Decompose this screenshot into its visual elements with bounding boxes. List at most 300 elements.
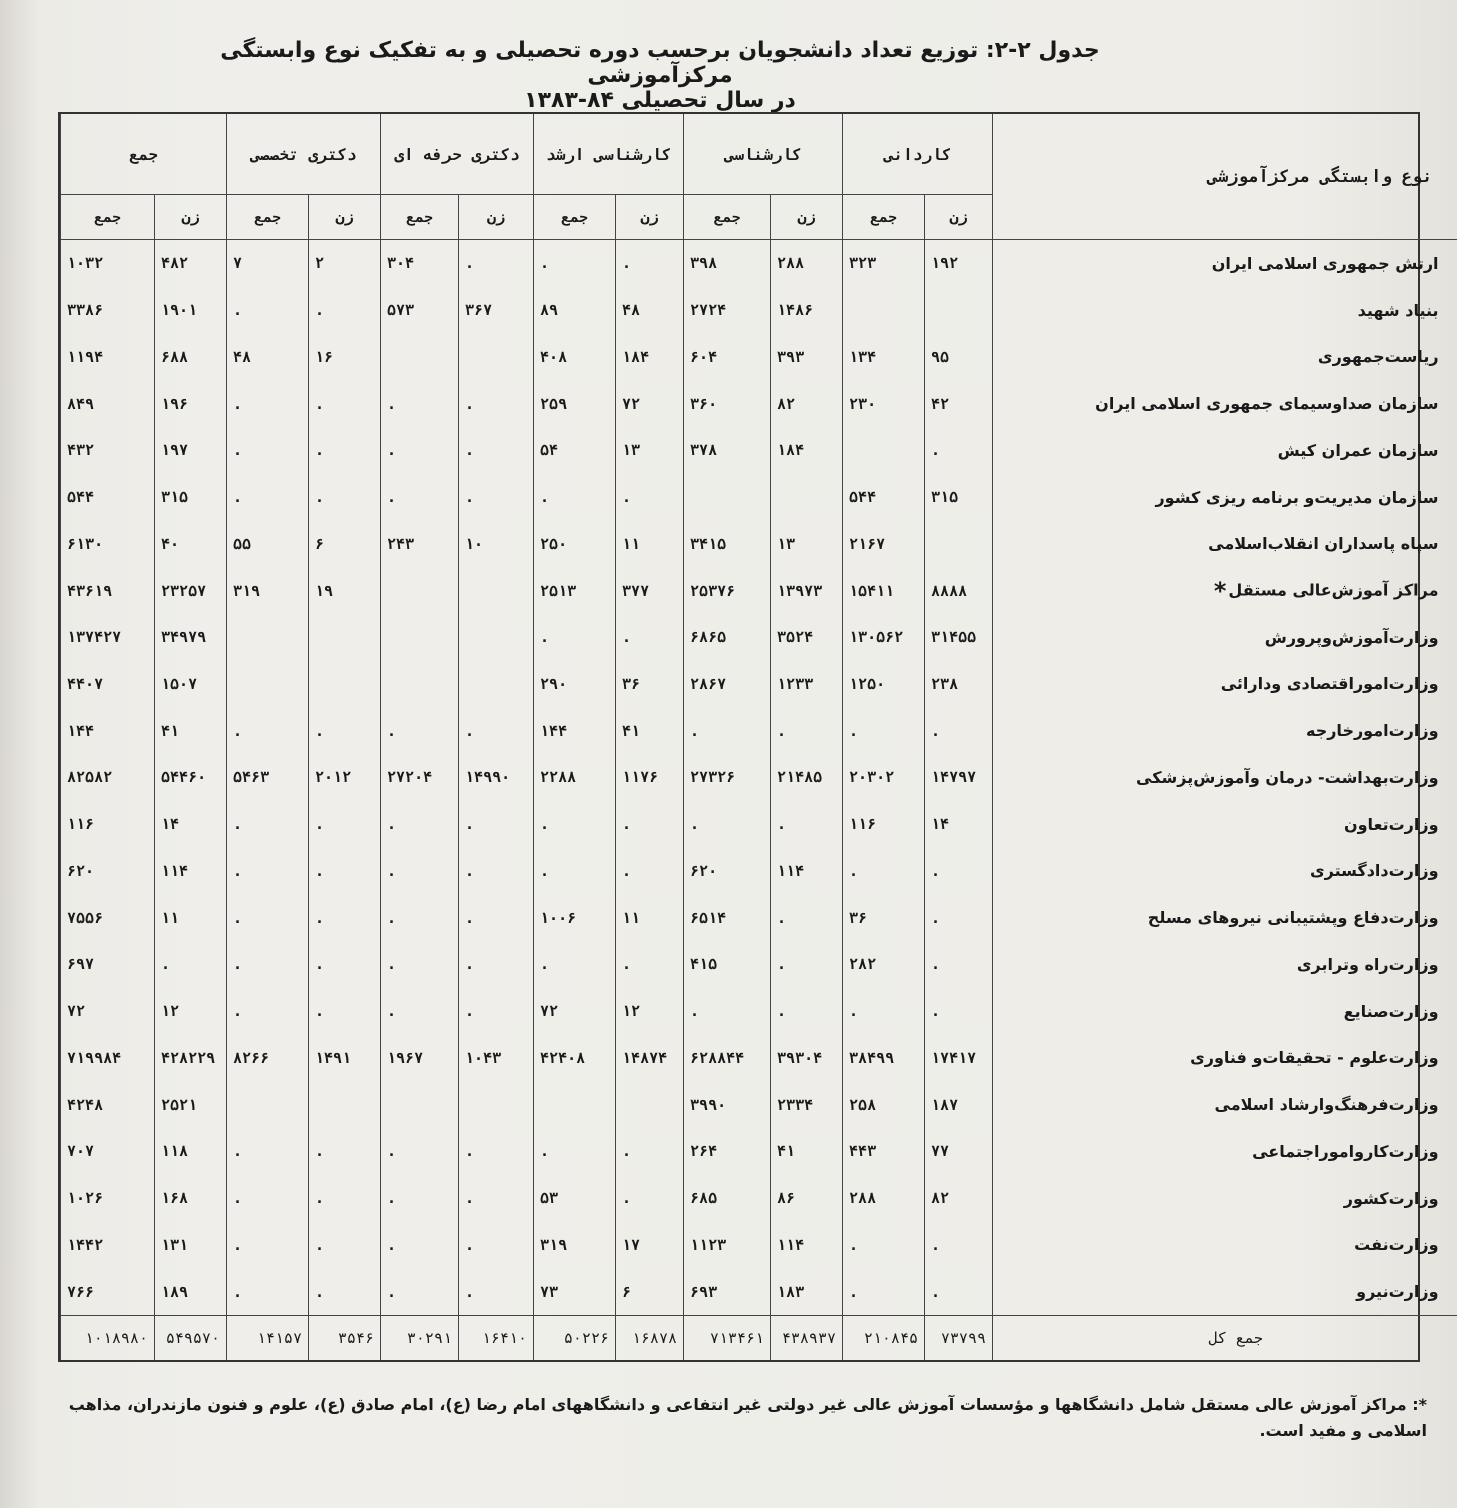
table-cell: . [309,287,381,334]
table-cell: ۴۲۴۰۸ [534,1034,616,1081]
table-cell: ۱۱ [616,894,684,941]
affiliation-label: وزارت‌دادگستری [1309,861,1439,881]
table-cell: ۶۸۸ [155,333,227,380]
table-cell: ۱۳۹۷۳ [771,567,843,614]
table-cell: . [309,427,381,474]
table-cell: ۱۵۴۱۱ [843,567,925,614]
affiliation-label: وزارت‌صنایع [1343,1001,1439,1021]
table-cell: ۱۴ [925,801,993,848]
table-cell: . [227,1175,309,1222]
table-cell [925,520,993,567]
table-cell: ۶ [616,1268,684,1315]
grand-total-label: جمع کل [993,1316,1457,1361]
table-cell: ۸۲۵۸۲ [61,754,155,801]
affiliation-name [993,1128,1457,1175]
table-cell: . [309,707,381,754]
table-cell: . [227,1128,309,1175]
table-cell: ۲۹۰ [534,661,616,708]
affiliation-name [993,520,1457,567]
table-cell: . [925,988,993,1035]
affiliation-name [993,427,1457,474]
table-row [61,801,1457,848]
table-cell: ۲۵۳۷۶ [684,567,771,614]
table-cell: ۴۱ [771,1128,843,1175]
affiliation-name [993,614,1457,661]
header-herfei: دکتری حرفه ای [381,114,534,195]
table-row [61,848,1457,895]
table-cell: ۶۲۰ [684,848,771,895]
table-cell: . [459,474,534,521]
table-cell [381,1081,459,1128]
table-cell: ۲۱۴۸۵ [771,754,843,801]
table-row [61,941,1457,988]
table-cell: ۲۳۳۴ [771,1081,843,1128]
table-cell: . [534,614,616,661]
table-cell: ۱۰۴۳ [459,1034,534,1081]
table-cell: ۳۶۰ [684,380,771,427]
table-cell: ۹۵ [925,333,993,380]
table-cell: ۲۳۰ [843,380,925,427]
table-cell: ۶۹۳ [684,1268,771,1315]
table-cell: ۴۲ [925,380,993,427]
table-cell: . [616,848,684,895]
table-cell: . [309,941,381,988]
footnote-star-icon: * [1213,576,1227,605]
total-cell: ۳۵۴۶ [309,1316,381,1361]
table-cell [843,427,925,474]
table-cell: ۱۴۴ [534,707,616,754]
table-cell: . [459,941,534,988]
table-cell: ۱۵۰۷ [155,661,227,708]
table-cell: . [309,801,381,848]
table-cell: . [459,1128,534,1175]
affiliation-label: وزارت‌نیرو [1356,1282,1439,1302]
table-cell: . [309,848,381,895]
table-cell: . [459,988,534,1035]
affiliation-label: وزارت‌اموراقتصادی ودارائی [1220,674,1439,694]
subheader-women: زن [925,195,993,240]
affiliation-label: وزارت‌راه وترابری [1296,954,1439,974]
table-cell: . [616,801,684,848]
subheader-women: زن [616,195,684,240]
table-cell: ۱۲ [616,988,684,1035]
table-cell: ۱۱ [155,894,227,941]
table-row [61,333,1457,380]
table-cell: ۶۲۰ [61,848,155,895]
table-cell: ۱۸۴ [771,427,843,474]
table-cell: ۲۵۲۱ [155,1081,227,1128]
table-cell: ۱۹۷ [155,427,227,474]
affiliation-name [993,240,1457,287]
table-cell: . [309,1221,381,1268]
table-cell: ۱۸۹ [155,1268,227,1315]
table-cell: . [843,1268,925,1315]
table-cell: ۶۵۱۴ [684,894,771,941]
table-cell: ۲۸۸ [771,240,843,287]
table-cell: . [227,941,309,988]
table-cell: ۲۵۱۳ [534,567,616,614]
table-cell: ۱۸۴ [616,333,684,380]
table-row [61,754,1457,801]
table-cell: ۱۴۹۱ [309,1034,381,1081]
table-row [61,1268,1457,1315]
table-cell: . [459,427,534,474]
table-cell: . [843,988,925,1035]
table-cell: . [381,894,459,941]
table-cell: ۱۴۴۲ [61,1221,155,1268]
table-cell: ۷ [227,240,309,287]
table-cell: ۷۲ [61,988,155,1035]
table-cell: ۲۵۰ [534,520,616,567]
table-cell: ۲۸۲ [843,941,925,988]
table-cell: ۱۷ [616,1221,684,1268]
table-subtitle: در سال تحصیلی ۸۴-۱۳۸۳ [524,88,796,113]
table-cell: ۲۵۸ [843,1081,925,1128]
table-cell [459,567,534,614]
table-cell: . [459,801,534,848]
table-cell: ۴۰ [155,520,227,567]
subheader-sum: جمع [534,195,616,240]
table-cell: . [684,988,771,1035]
table-cell: . [227,427,309,474]
table-cell: ۶۹۷ [61,941,155,988]
subheader-sum: جمع [61,195,155,240]
table-cell: . [309,988,381,1035]
table-cell: ۳۴۱۵ [684,520,771,567]
table-cell: . [534,240,616,287]
affiliation-name [993,801,1457,848]
table-cell: . [381,380,459,427]
subheader-sum: جمع [227,195,309,240]
table-cell: ۳۲۳ [843,240,925,287]
table-cell [227,661,309,708]
table-cell: . [925,1268,993,1315]
table-cell: ۱۸۳ [771,1268,843,1315]
table-cell: ۱۹۰۱ [155,287,227,334]
table-cell: ۱۰۰۶ [534,894,616,941]
table-cell: ۲۸۸ [843,1175,925,1222]
table-cell: . [459,1268,534,1315]
table-cell: ۱۴۸۷۴ [616,1034,684,1081]
table-cell: ۱۱ [616,520,684,567]
table-cell: ۲ [309,240,381,287]
table-cell: ۴۰۸ [534,333,616,380]
table-cell: ۴۳۶۱۹ [61,567,155,614]
table-cell: ۵۴۴ [843,474,925,521]
table-cell: ۱۱۶ [843,801,925,848]
affiliation-name [993,567,1457,614]
affiliation-name [993,988,1457,1035]
affiliation-label: ریاست‌جمهوری [1317,347,1439,367]
table-cell: . [381,707,459,754]
table-cell: ۳۸۴۹۹ [843,1034,925,1081]
table-cell: ۷۲ [534,988,616,1035]
affiliation-label: وزارت‌کارواموراجتماعی [1252,1141,1439,1161]
table-cell: . [684,801,771,848]
affiliation-label: سازمان مدیریت‌و برنامه ریزی کشور [1155,487,1439,507]
table-cell: . [227,380,309,427]
table-cell: ۷۵۵۶ [61,894,155,941]
table-cell: ۲۱۶۷ [843,520,925,567]
table-cell [309,614,381,661]
table-cell: ۸۲ [771,380,843,427]
table-cell: . [459,1221,534,1268]
affiliation-label: وزارت‌دفاع وپشتیبانی نیروهای مسلح [1147,908,1439,928]
subheader-sum: جمع [684,195,771,240]
table-cell: ۱۹ [309,567,381,614]
affiliation-name [993,754,1457,801]
table-cell: ۳۱۴۵۵ [925,614,993,661]
table-cell: ۱۱۸ [155,1128,227,1175]
table-cell: ۳۱۹ [534,1221,616,1268]
table-cell: . [227,287,309,334]
table-cell: ۱۹۶۷ [381,1034,459,1081]
table-cell: ۱۲۳۳ [771,661,843,708]
affiliation-name [993,848,1457,895]
table-cell: ۷۶۶ [61,1268,155,1315]
affiliation-label: وزارت‌علوم - تحقیقات‌و فناوری [1190,1048,1439,1068]
table-cell: . [771,707,843,754]
table-cell: ۱۱۶ [61,801,155,848]
table-cell: ۸۴۹ [61,380,155,427]
table-cell: . [459,240,534,287]
table-cell [459,661,534,708]
table-cell: ۱۱۴ [155,848,227,895]
table-cell: . [381,1175,459,1222]
footnote: *: مراکز آموزش عالی مستقل شامل دانشگاهها و مؤسسات آموزش عالی غیر دولتی غیر انتفاعی و دانشگاههای امام رضا (ع)، امام صادق (ع)، علوم و فنون مازندران، مذاهب اسلامی و مفید است. [68,1395,1427,1440]
affiliation-label: وزارت‌آموزش‌وپرورش [1264,627,1439,647]
table-cell: . [534,474,616,521]
table-row [61,1221,1457,1268]
table-cell [381,567,459,614]
table-cell: ۲۰۳۰۲ [843,754,925,801]
table-cell: ۱۰۳۲ [61,240,155,287]
table-cell [459,333,534,380]
table-cell [534,1081,616,1128]
table-cell: ۴۱ [616,707,684,754]
table-cell: ۴۸۲ [155,240,227,287]
table-cell: . [925,707,993,754]
table-cell: . [309,1268,381,1315]
table-cell: ۳۹۸ [684,240,771,287]
table-cell: . [155,941,227,988]
table-cell: ۴۲۴۸ [61,1081,155,1128]
table-cell: ۱۳ [616,427,684,474]
table-cell: ۷۳ [534,1268,616,1315]
table-cell: ۳۹۳۰۴ [771,1034,843,1081]
table-cell: . [381,941,459,988]
table-cell: . [381,988,459,1035]
subheader-sum: جمع [843,195,925,240]
total-cell: ۱۰۱۸۹۸۰ [61,1316,155,1361]
table-cell: ۸۶ [771,1175,843,1222]
affiliation-label: وزارت‌کشور [1343,1188,1439,1208]
table-cell: ۱۴۴ [61,707,155,754]
table-cell: ۲۴۳ [381,520,459,567]
table-cell: ۷۱۹۹۸۴ [61,1034,155,1081]
table-cell: . [381,1221,459,1268]
table-cell: ۷۰۷ [61,1128,155,1175]
table-row [61,567,1457,614]
table-row [61,1175,1457,1222]
table-cell: ۱۱۹۴ [61,333,155,380]
table-cell: ۵۴۴۶۰ [155,754,227,801]
affiliation-name [993,333,1457,380]
total-cell: ۷۳۷۹۹ [925,1316,993,1361]
table-cell: . [684,707,771,754]
table-cell: ۶۸۶۵ [684,614,771,661]
table-cell: . [771,894,843,941]
table-row [61,427,1457,474]
header-total: جمع [61,114,227,195]
table-cell [925,287,993,334]
table-cell: ۲۷۲۴ [684,287,771,334]
table-cell: . [309,474,381,521]
table-cell [381,614,459,661]
table-cell: ۲۵۹ [534,380,616,427]
table-cell: . [534,848,616,895]
table-cell: . [381,801,459,848]
table-cell: ۴۱۵ [684,941,771,988]
table-cell: . [534,1128,616,1175]
subheader-women: زن [771,195,843,240]
table-cell: . [616,1128,684,1175]
table-cell: ۳۶۷ [459,287,534,334]
table-cell: ۱۴۷۹۷ [925,754,993,801]
table-cell: . [227,801,309,848]
table-cell: . [534,941,616,988]
table-cell [227,1081,309,1128]
table-cell: ۲۸۶۷ [684,661,771,708]
total-cell: ۲۱۰۸۴۵ [843,1316,925,1361]
table-cell: . [616,614,684,661]
affiliation-label: وزارت‌فرهنگ‌وارشاد اسلامی [1214,1095,1439,1115]
header-karshenasi: کارشناسی [684,114,843,195]
table-cell: ۸۲ [925,1175,993,1222]
table-cell: ۴۱ [155,707,227,754]
table-cell: ۲۳۲۵۷ [155,567,227,614]
table-cell: . [227,707,309,754]
table-cell: ۱۳۴ [843,333,925,380]
affiliation-name [993,707,1457,754]
affiliation-label: سازمان عمران کیش [1277,440,1439,460]
table-cell: . [459,380,534,427]
affiliation-label: بنیاد شهید [1357,300,1439,320]
table-cell: . [309,380,381,427]
table-cell: . [925,1221,993,1268]
table-cell [309,661,381,708]
table-cell: ۳۴۹۷۹ [155,614,227,661]
table-cell: ۱۳۱ [155,1221,227,1268]
header-affiliation: نوع وابستگی مرکزآموزشی [993,114,1457,240]
table-cell: ۸۸۸۸ [925,567,993,614]
table-row [61,707,1457,754]
table-cell: ۱۴۸۶ [771,287,843,334]
table-cell: ۳۹۳ [771,333,843,380]
affiliation-name [993,661,1457,708]
table-cell: . [843,1221,925,1268]
table-row [61,520,1457,567]
table-cell [684,474,771,521]
table-cell: ۴۸ [616,287,684,334]
table-cell: ۳۶ [616,661,684,708]
table-cell: ۱۱۲۳ [684,1221,771,1268]
table-cell: . [309,894,381,941]
table-cell [771,474,843,521]
table-cell: . [459,1175,534,1222]
affiliation-name [993,1034,1457,1081]
table-cell: . [925,941,993,988]
table-cell: ۲۳۸ [925,661,993,708]
table-cell [309,1081,381,1128]
table-row [61,1081,1457,1128]
table-cell: ۱۶ [309,333,381,380]
table-cell: ۱۰ [459,520,534,567]
table-cell [459,614,534,661]
table-cell: ۱۹۶ [155,380,227,427]
table-cell [227,614,309,661]
affiliation-name [993,380,1457,427]
table-cell [381,333,459,380]
table-cell: . [843,707,925,754]
total-cell: ۴۳۸۹۳۷ [771,1316,843,1361]
table-cell: ۱۴ [155,801,227,848]
table-cell: ۶۲۸۸۴۴ [684,1034,771,1081]
table-cell: . [925,894,993,941]
subheader-women: زن [155,195,227,240]
table-cell: ۳۵۲۴ [771,614,843,661]
total-cell: ۱۶۸۷۸ [616,1316,684,1361]
table-cell: ۵۴۴ [61,474,155,521]
table-cell: ۱۳۰۵۶۲ [843,614,925,661]
affiliation-name [993,287,1457,334]
table-cell: . [381,474,459,521]
table-row [61,894,1457,941]
table-cell: ۱۶۸ [155,1175,227,1222]
table-cell: ۴۸ [227,333,309,380]
table-cell: ۳۱۵ [155,474,227,521]
table-cell: ۶ [309,520,381,567]
affiliation-name [993,894,1457,941]
total-cell: ۱۴۱۵۷ [227,1316,309,1361]
table-cell: ۲۰۱۲ [309,754,381,801]
table-cell: . [227,988,309,1035]
affiliation-label: وزارت‌نفت [1354,1235,1439,1255]
affiliation-name [993,1175,1457,1222]
table-cell: . [925,427,993,474]
table-cell: ۱۱۴ [771,848,843,895]
table-cell: ۱۸۷ [925,1081,993,1128]
table-cell: ۵۴۶۳ [227,754,309,801]
table-cell: ۸۹ [534,287,616,334]
table-cell: ۵۳ [534,1175,616,1222]
statistics-table [58,112,1439,1362]
table-cell: ۳۰۴ [381,240,459,287]
student-distribution-table [60,114,1457,1360]
table-cell: ۵۴ [534,427,616,474]
table-cell: . [616,1175,684,1222]
table-row [61,1034,1457,1081]
table-cell: ۶۸۵ [684,1175,771,1222]
table-cell: . [771,988,843,1035]
total-cell: ۵۴۹۵۷۰ [155,1316,227,1361]
table-cell: . [227,848,309,895]
table-cell: ۳۹۹۰ [684,1081,771,1128]
header-kardani: کاردانی [843,114,993,195]
table-cell [459,1081,534,1128]
table-row [61,661,1457,708]
table-cell: . [534,801,616,848]
